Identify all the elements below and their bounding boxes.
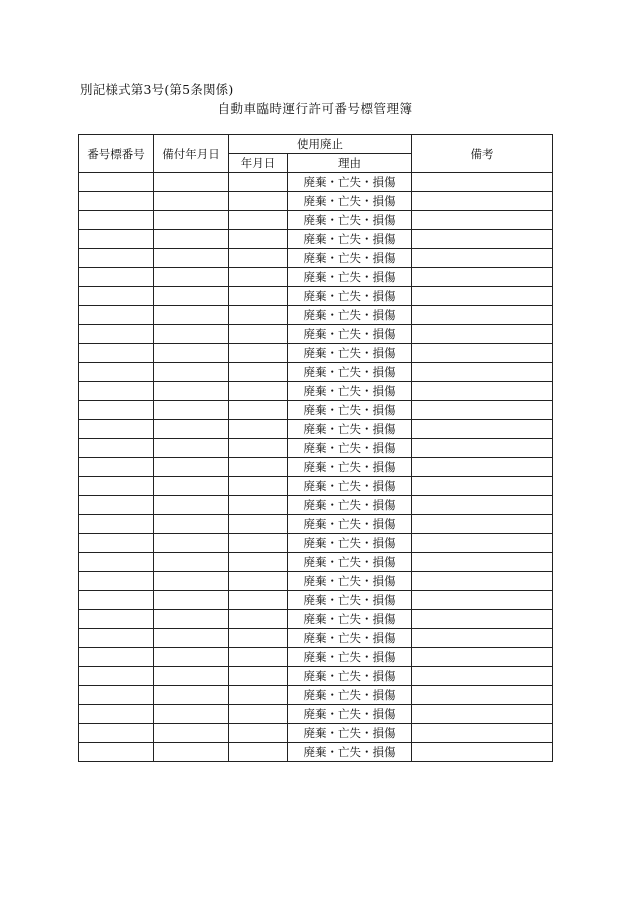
table-row <box>79 192 553 211</box>
cell-disuse-reason[interactable]: 廃棄・亡失・損傷 <box>288 724 412 743</box>
cell-disuse-reason[interactable]: 廃棄・亡失・損傷 <box>288 230 412 249</box>
cell-disuse-reason[interactable]: 廃棄・亡失・損傷 <box>288 610 412 629</box>
cell-disuse-reason[interactable]: 廃棄・亡失・損傷 <box>288 686 412 705</box>
cell-issue-date[interactable] <box>154 591 229 610</box>
cell-issue-date[interactable] <box>154 553 229 572</box>
cell-disuse-reason[interactable]: 廃棄・亡失・損傷 <box>288 553 412 572</box>
table-row <box>79 743 553 762</box>
cell-issue-date[interactable] <box>154 192 229 211</box>
cell-remarks[interactable] <box>412 458 553 477</box>
cell-remarks[interactable] <box>412 591 553 610</box>
cell-plate-number[interactable] <box>79 306 154 325</box>
cell-remarks[interactable] <box>412 553 553 572</box>
cell-issue-date[interactable] <box>154 515 229 534</box>
cell-plate-number[interactable] <box>79 591 154 610</box>
cell-issue-date[interactable] <box>154 344 229 363</box>
cell-issue-date[interactable] <box>154 686 229 705</box>
cell-disuse-reason[interactable]: 廃棄・亡失・損傷 <box>288 572 412 591</box>
cell-disuse-reason[interactable]: 廃棄・亡失・損傷 <box>288 648 412 667</box>
cell-issue-date[interactable] <box>154 458 229 477</box>
cell-plate-number[interactable] <box>79 458 154 477</box>
header-disuse-reason: 理由 <box>288 154 412 173</box>
table-row <box>79 686 553 705</box>
table-row <box>79 458 553 477</box>
cell-disuse-date[interactable] <box>229 382 288 401</box>
table-row <box>79 591 553 610</box>
register-body <box>79 173 553 762</box>
cell-disuse-date[interactable] <box>229 458 288 477</box>
cell-plate-number[interactable] <box>79 325 154 344</box>
cell-plate-number[interactable] <box>79 249 154 268</box>
cell-remarks[interactable] <box>412 572 553 591</box>
table-row <box>79 496 553 515</box>
table-row <box>79 325 553 344</box>
cell-disuse-date[interactable] <box>229 192 288 211</box>
cell-plate-number[interactable] <box>79 686 154 705</box>
cell-remarks[interactable] <box>412 268 553 287</box>
cell-remarks[interactable] <box>412 192 553 211</box>
cell-plate-number[interactable] <box>79 743 154 762</box>
cell-issue-date[interactable] <box>154 724 229 743</box>
table-row <box>79 534 553 553</box>
cell-remarks[interactable] <box>412 610 553 629</box>
cell-disuse-reason[interactable]: 廃棄・亡失・損傷 <box>288 211 412 230</box>
cell-remarks[interactable] <box>412 667 553 686</box>
cell-disuse-reason[interactable]: 廃棄・亡失・損傷 <box>288 306 412 325</box>
table-row <box>79 363 553 382</box>
cell-plate-number[interactable] <box>79 211 154 230</box>
cell-issue-date[interactable] <box>154 268 229 287</box>
cell-issue-date[interactable] <box>154 249 229 268</box>
cell-remarks[interactable] <box>412 306 553 325</box>
cell-plate-number[interactable] <box>79 572 154 591</box>
cell-issue-date[interactable] <box>154 629 229 648</box>
cell-plate-number[interactable] <box>79 724 154 743</box>
cell-remarks[interactable] <box>412 173 553 192</box>
cell-remarks[interactable] <box>412 325 553 344</box>
cell-disuse-reason[interactable]: 廃棄・亡失・損傷 <box>288 401 412 420</box>
cell-disuse-date[interactable] <box>229 268 288 287</box>
cell-disuse-reason[interactable]: 廃棄・亡失・損傷 <box>288 325 412 344</box>
cell-disuse-date[interactable] <box>229 686 288 705</box>
cell-remarks[interactable] <box>412 420 553 439</box>
cell-plate-number[interactable] <box>79 610 154 629</box>
table-row <box>79 173 553 192</box>
cell-remarks[interactable] <box>412 705 553 724</box>
cell-disuse-date[interactable] <box>229 420 288 439</box>
cell-disuse-date[interactable] <box>229 363 288 382</box>
cell-plate-number[interactable] <box>79 629 154 648</box>
cell-disuse-date[interactable] <box>229 610 288 629</box>
cell-issue-date[interactable] <box>154 382 229 401</box>
cell-disuse-date[interactable] <box>229 230 288 249</box>
cell-disuse-reason[interactable]: 廃棄・亡失・損傷 <box>288 192 412 211</box>
cell-remarks[interactable] <box>412 439 553 458</box>
cell-remarks[interactable] <box>412 496 553 515</box>
cell-disuse-reason[interactable]: 廃棄・亡失・損傷 <box>288 363 412 382</box>
table-row <box>79 648 553 667</box>
cell-disuse-reason[interactable]: 廃棄・亡失・損傷 <box>288 515 412 534</box>
cell-disuse-reason[interactable]: 廃棄・亡失・損傷 <box>288 287 412 306</box>
cell-issue-date[interactable] <box>154 363 229 382</box>
table-row <box>79 401 553 420</box>
cell-disuse-reason[interactable]: 廃棄・亡失・損傷 <box>288 629 412 648</box>
cell-disuse-reason[interactable]: 廃棄・亡失・損傷 <box>288 743 412 762</box>
table-row <box>79 344 553 363</box>
cell-plate-number[interactable] <box>79 515 154 534</box>
cell-disuse-reason[interactable]: 廃棄・亡失・損傷 <box>288 344 412 363</box>
cell-plate-number[interactable] <box>79 667 154 686</box>
cell-remarks[interactable] <box>412 211 553 230</box>
cell-remarks[interactable] <box>412 724 553 743</box>
table-row <box>79 667 553 686</box>
cell-disuse-reason[interactable]: 廃棄・亡失・損傷 <box>288 458 412 477</box>
cell-issue-date[interactable] <box>154 420 229 439</box>
header-issue-date: 備付年月日 <box>154 135 229 173</box>
cell-issue-date[interactable] <box>154 743 229 762</box>
cell-plate-number[interactable] <box>79 439 154 458</box>
table-row <box>79 306 553 325</box>
cell-plate-number[interactable] <box>79 230 154 249</box>
cell-disuse-date[interactable] <box>229 629 288 648</box>
cell-disuse-reason[interactable]: 廃棄・亡失・損傷 <box>288 420 412 439</box>
cell-disuse-reason[interactable]: 廃棄・亡失・損傷 <box>288 249 412 268</box>
cell-issue-date[interactable] <box>154 534 229 553</box>
cell-disuse-date[interactable] <box>229 211 288 230</box>
cell-disuse-date[interactable] <box>229 477 288 496</box>
cell-disuse-date[interactable] <box>229 401 288 420</box>
table-row <box>79 230 553 249</box>
cell-disuse-date[interactable] <box>229 553 288 572</box>
register-table <box>78 134 553 762</box>
cell-issue-date[interactable] <box>154 610 229 629</box>
table-row <box>79 420 553 439</box>
cell-plate-number[interactable] <box>79 268 154 287</box>
form-number-label: 別記様式第3号(第5条関係) <box>80 82 234 97</box>
cell-remarks[interactable] <box>412 477 553 496</box>
header-remarks: 備考 <box>412 135 553 173</box>
cell-plate-number[interactable] <box>79 648 154 667</box>
table-row <box>79 724 553 743</box>
cell-remarks[interactable] <box>412 629 553 648</box>
cell-issue-date[interactable] <box>154 496 229 515</box>
cell-issue-date[interactable] <box>154 667 229 686</box>
cell-issue-date[interactable] <box>154 230 229 249</box>
table-row <box>79 572 553 591</box>
table-row <box>79 268 553 287</box>
table-row <box>79 382 553 401</box>
cell-disuse-date[interactable] <box>229 287 288 306</box>
cell-issue-date[interactable] <box>154 705 229 724</box>
cell-issue-date[interactable] <box>154 477 229 496</box>
cell-issue-date[interactable] <box>154 287 229 306</box>
cell-disuse-reason[interactable]: 廃棄・亡失・損傷 <box>288 591 412 610</box>
table-row <box>79 287 553 306</box>
cell-remarks[interactable] <box>412 515 553 534</box>
table-row <box>79 610 553 629</box>
cell-issue-date[interactable] <box>154 325 229 344</box>
cell-disuse-reason[interactable]: 廃棄・亡失・損傷 <box>288 477 412 496</box>
cell-plate-number[interactable] <box>79 401 154 420</box>
cell-disuse-date[interactable] <box>229 325 288 344</box>
cell-disuse-date[interactable] <box>229 249 288 268</box>
cell-issue-date[interactable] <box>154 211 229 230</box>
cell-disuse-date[interactable] <box>229 724 288 743</box>
table-row <box>79 553 553 572</box>
cell-plate-number[interactable] <box>79 192 154 211</box>
cell-plate-number[interactable] <box>79 344 154 363</box>
table-row <box>79 439 553 458</box>
header-plate-number: 番号標番号 <box>79 135 154 173</box>
header-disuse-date: 年月日 <box>229 154 288 173</box>
header-disuse-group: 使用廃止 <box>229 135 412 154</box>
table-row <box>79 515 553 534</box>
cell-plate-number[interactable] <box>79 534 154 553</box>
cell-disuse-reason[interactable]: 廃棄・亡失・損傷 <box>288 268 412 287</box>
table-row <box>79 211 553 230</box>
cell-disuse-date[interactable] <box>229 648 288 667</box>
cell-disuse-date[interactable] <box>229 705 288 724</box>
table-row <box>79 705 553 724</box>
cell-remarks[interactable] <box>412 344 553 363</box>
cell-remarks[interactable] <box>412 686 553 705</box>
cell-remarks[interactable] <box>412 648 553 667</box>
cell-disuse-date[interactable] <box>229 439 288 458</box>
cell-disuse-date[interactable] <box>229 743 288 762</box>
table-row <box>79 629 553 648</box>
cell-disuse-reason[interactable]: 廃棄・亡失・損傷 <box>288 382 412 401</box>
cell-disuse-date[interactable] <box>229 572 288 591</box>
cell-plate-number[interactable] <box>79 705 154 724</box>
cell-plate-number[interactable] <box>79 496 154 515</box>
cell-plate-number[interactable] <box>79 553 154 572</box>
cell-disuse-reason[interactable]: 廃棄・亡失・損傷 <box>288 496 412 515</box>
cell-disuse-reason[interactable]: 廃棄・亡失・損傷 <box>288 534 412 553</box>
table-row <box>79 477 553 496</box>
cell-remarks[interactable] <box>412 363 553 382</box>
cell-plate-number[interactable] <box>79 477 154 496</box>
cell-issue-date[interactable] <box>154 572 229 591</box>
cell-remarks[interactable] <box>412 249 553 268</box>
cell-remarks[interactable] <box>412 287 553 306</box>
cell-issue-date[interactable] <box>154 173 229 192</box>
cell-disuse-reason[interactable]: 廃棄・亡失・損傷 <box>288 173 412 192</box>
cell-disuse-date[interactable] <box>229 306 288 325</box>
cell-issue-date[interactable] <box>154 401 229 420</box>
cell-disuse-date[interactable] <box>229 496 288 515</box>
cell-plate-number[interactable] <box>79 420 154 439</box>
cell-disuse-date[interactable] <box>229 667 288 686</box>
cell-disuse-date[interactable] <box>229 344 288 363</box>
cell-remarks[interactable] <box>412 401 553 420</box>
cell-disuse-date[interactable] <box>229 591 288 610</box>
cell-plate-number[interactable] <box>79 382 154 401</box>
cell-disuse-date[interactable] <box>229 534 288 553</box>
cell-plate-number[interactable] <box>79 287 154 306</box>
cell-disuse-reason[interactable]: 廃棄・亡失・損傷 <box>288 439 412 458</box>
document-title: 自動車臨時運行許可番号標管理簿 <box>217 101 413 116</box>
cell-disuse-date[interactable] <box>229 173 288 192</box>
cell-remarks[interactable] <box>412 230 553 249</box>
cell-issue-date[interactable] <box>154 306 229 325</box>
cell-disuse-reason[interactable]: 廃棄・亡失・損傷 <box>288 705 412 724</box>
cell-disuse-date[interactable] <box>229 515 288 534</box>
cell-remarks[interactable] <box>412 743 553 762</box>
table-row <box>79 249 553 268</box>
cell-plate-number[interactable] <box>79 363 154 382</box>
cell-issue-date[interactable] <box>154 439 229 458</box>
cell-disuse-reason[interactable]: 廃棄・亡失・損傷 <box>288 667 412 686</box>
cell-remarks[interactable] <box>412 382 553 401</box>
cell-remarks[interactable] <box>412 534 553 553</box>
cell-plate-number[interactable] <box>79 173 154 192</box>
cell-issue-date[interactable] <box>154 648 229 667</box>
